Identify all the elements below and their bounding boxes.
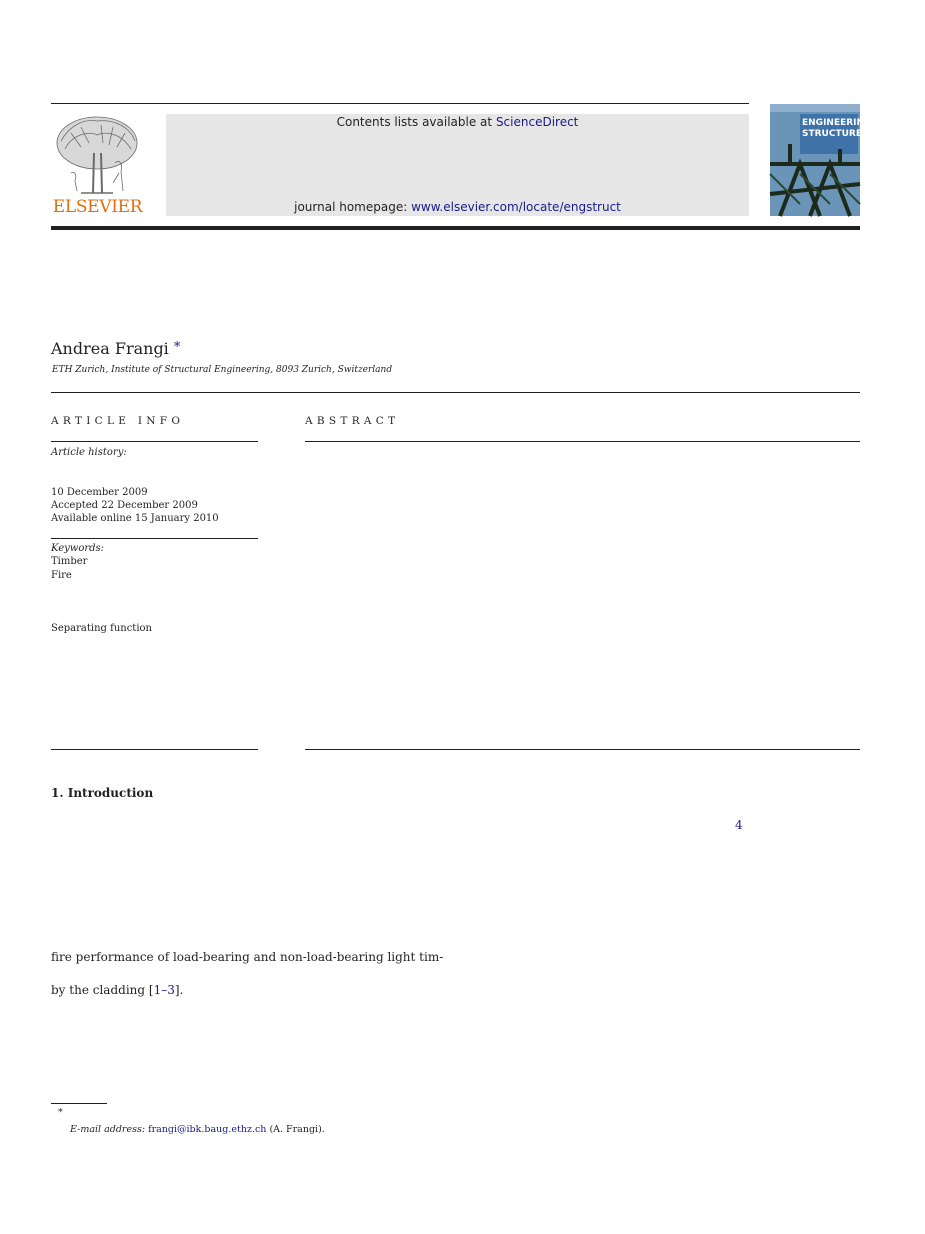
abstract-bottom-rule xyxy=(305,749,860,750)
keyword-item: Timber xyxy=(51,556,88,567)
affiliation-rule xyxy=(51,392,860,393)
intro-text-line-2 xyxy=(51,983,183,997)
footnote-marker: * xyxy=(58,1107,63,1118)
history-accepted: Accepted 22 December 2009 xyxy=(51,500,198,511)
affiliation: ETH Zurich, Institute of Structural Engineering, 8093 Zurich, Switzerland xyxy=(52,365,393,375)
tree-icon xyxy=(51,113,144,197)
footnote-email-line xyxy=(70,1124,325,1135)
email-label: E-mail address: xyxy=(70,1124,146,1135)
publisher-logo-text: ELSEVIER xyxy=(52,197,143,217)
header-thick-rule xyxy=(51,226,860,230)
author-line xyxy=(51,339,180,358)
sciencedirect-link[interactable]: ScienceDirect xyxy=(495,115,579,129)
line2-prefix: by the cladding [ xyxy=(51,983,154,997)
line2-suffix: ]. xyxy=(174,983,184,997)
journal-banner xyxy=(166,114,749,216)
article-info-bottom-rule xyxy=(51,749,258,750)
reference-1-3-link[interactable]: 1–3 xyxy=(153,983,175,997)
email-suffix: (A. Frangi). xyxy=(269,1124,325,1135)
contents-prefix: Contents lists available at xyxy=(336,115,496,129)
elsevier-logo xyxy=(51,113,144,216)
cover-title: ENGINEERING STRUCTURES xyxy=(802,118,872,139)
header-top-rule xyxy=(51,103,749,104)
abstract-rule xyxy=(305,441,860,442)
intro-text-line: fire performance of load-bearing and non-load-bearing light tim- xyxy=(51,950,444,964)
history-online: Available online 15 January 2010 xyxy=(51,513,219,524)
keywords-label: Keywords: xyxy=(51,543,105,554)
article-info-rule xyxy=(51,441,258,442)
footnote-rule xyxy=(51,1103,107,1104)
intro-heading: 1. Introduction xyxy=(51,786,154,800)
author-footnote-marker[interactable]: * xyxy=(173,340,181,355)
journal-homepage-link[interactable]: www.elsevier.com/locate/engstruct xyxy=(411,200,621,214)
author-email-link[interactable]: frangi@ibk.baug.ethz.ch xyxy=(148,1124,267,1135)
author-name: Andrea Frangi xyxy=(51,339,169,358)
abstract-heading: ABSTRACT xyxy=(305,415,400,427)
keyword-item: Separating function xyxy=(51,623,152,634)
keywords-rule xyxy=(51,538,258,539)
article-info-heading: ARTICLE INFO xyxy=(51,415,185,427)
keyword-item: Fire xyxy=(51,570,72,581)
homepage-line xyxy=(166,200,749,214)
homepage-prefix: journal homepage: xyxy=(294,200,412,214)
history-received: 10 December 2009 xyxy=(51,487,148,498)
journal-cover xyxy=(770,104,872,216)
article-history-label: Article history: xyxy=(51,447,127,458)
contents-line xyxy=(166,115,749,129)
reference-4-link[interactable]: 4 xyxy=(735,818,743,832)
